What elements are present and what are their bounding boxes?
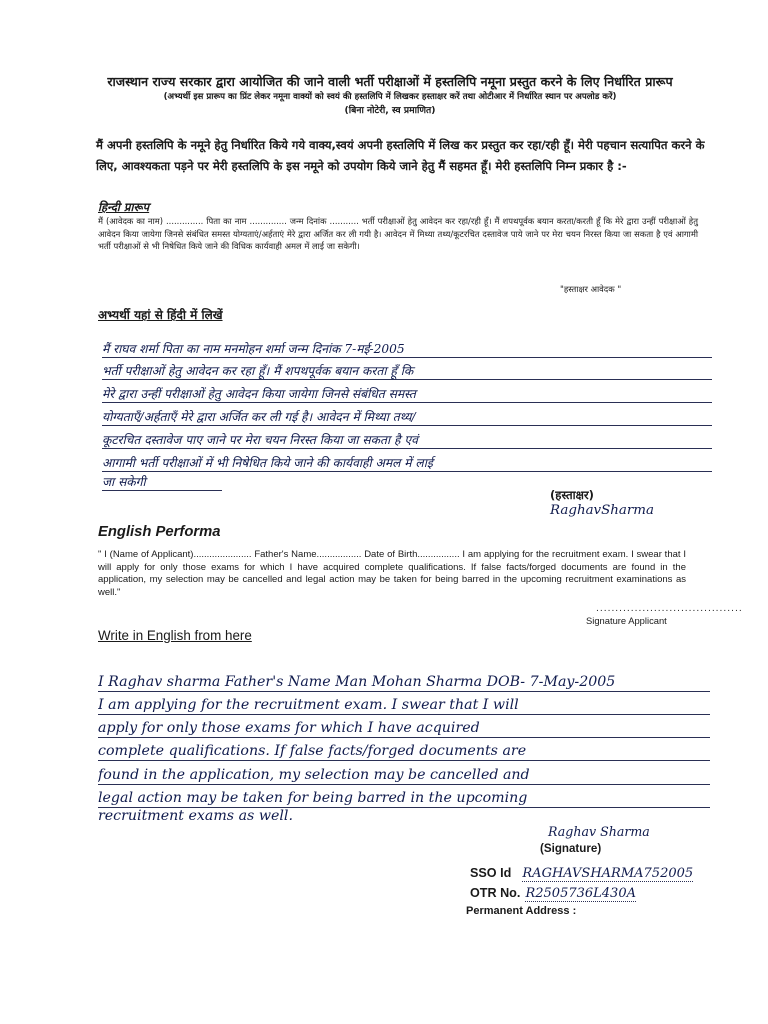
sso-id-row [470, 862, 693, 881]
english-performa-heading: English Performa [98, 524, 221, 540]
hindi-handwritten-signature: RaghavSharma [550, 503, 654, 518]
hindi-signature-label: (हस्ताक्षर) [550, 488, 594, 502]
sso-id-value: RAGHAVSHARMA752005 [522, 866, 694, 881]
hindi-write-heading: अभ्यर्थी यहां से हिंदी में लिखें [98, 308, 223, 322]
hindi-handwriting-line: भर्ती परीक्षाओं हेतु आवेदन कर रहा हूँ। मैं शपथपूर्वक बयान करता हूँ कि [102, 363, 712, 380]
otr-no-value: R2505736L430A [525, 886, 636, 901]
english-handwriting-line: apply for only those exams for which I have acquired [98, 720, 710, 738]
english-performa-text: " I (Name of Applicant)...................... Father's Name................. Date of Birth................ I am applying for the recruitment exam. I swear that I will apply for only those exams for which I have acquired complete qualifications. If false facts/forged documents are found in the application, my selection may be cancelled and legal action may be taken for being barred in the upcoming recruitment examinations as well." [98, 549, 686, 598]
hindi-performa-text: मैं (आवेदक का नाम) .............. पिता का नाम .............. जन्म दिनांक ........... भर्ती परीक्षाओं हेतु आवेदन कर रहा/रही हूँ। मैं शपथपूर्वक बयान करता/करती हूँ कि मेरे द्वारा उन्हीं परीक्षाओं हेतु आवेदन किया जायेगा जिनसे संबंधित समस्त योग्यताएं/अर्हताएं मेरे द्वारा अर्जित कर ली गयी है। आवेदन में मिथ्या तथ्य/कूटरचित दस्तावेज पाये जाने पर मेरा चयन निरस्त किया जा सकता है एवं आगामी भर्ती परीक्षाओं से भी निषेधित किये जाने की विधिक कार्यवाही अमल में लाई जा सकेगी। [98, 216, 698, 251]
hindi-handwriting-line: मैं राघव शर्मा पिता का नाम मनमोहन शर्मा जन्म दिनांक 7-मई-2005 [102, 341, 712, 358]
hindi-handwriting-line: योग्यताएँ/अर्हताएँ मेरे द्वारा अर्जित कर ली गई है। आवेदन में मिथ्या तथ्य/ [102, 409, 712, 426]
form-instruction: (अभ्यर्थी इस प्रारूप का प्रिंट लेकर नमूना वाक्यों को स्वयं की हस्तलिपि में लिखकर हस्ताक्षर करें तथा ओटीआर में निर्धारित स्थान पर अपलोड करें) [163, 92, 617, 102]
signature-dotted-line: ...................................... [596, 604, 743, 614]
otr-no-row [470, 882, 636, 901]
english-handwritten-signature: Raghav Sharma [548, 824, 650, 839]
hindi-applicant-signature-label: "हस्ताक्षर आवेदक " [560, 284, 622, 294]
hindi-handwriting-line: मेरे द्वारा उन्हीं परीक्षाओं हेतु आवेदन किया जायेगा जिनसे संबंधित समस्त [102, 386, 712, 403]
english-handwriting-line: found in the application, my selection may be cancelled and [98, 767, 710, 785]
intro-declaration: मैं अपनी हस्तलिपि के नमूने हेतु निर्धारित किये गये वाक्य,स्वयं अपनी हस्तलिपि में लिख कर प्रस्तुत कर रहा/रही हूँ। मेरी पहचान सत्यापित करने के लिए, आवश्यकता पड़ने पर मेरी हस्तलिपि के इस नमूने को उपयोग किये जाने हेतु मैं सहमत हूँ। मेरी हस्तलिपि निम्न प्रकार है :- [96, 138, 705, 173]
form-note: (बिना नोटेरी, स्व प्रमाणित) [344, 105, 436, 116]
english-applicant-signature-label: Signature Applicant [586, 615, 667, 626]
english-handwriting-line: recruitment exams as well. [98, 808, 293, 824]
english-signature-label: (Signature) [540, 842, 602, 855]
hindi-handwriting-line: जा सकेगी [102, 474, 222, 491]
english-handwriting-line: complete qualifications. If false facts/forged documents are [98, 743, 710, 761]
hindi-handwriting-line: आगामी भर्ती परीक्षाओं में भी निषेधित किये जाने की कार्यवाही अमल में लाई [102, 455, 712, 472]
otr-no-label: OTR No. [470, 886, 521, 900]
permanent-address-label: Permanent Address : [466, 905, 577, 917]
hindi-performa-heading: हिन्दी प्रारूप [98, 200, 150, 214]
sso-id-label: SSO Id [470, 866, 512, 880]
english-write-heading: Write in English from here [98, 628, 252, 643]
english-handwriting-line: legal action may be taken for being barred in the upcoming [98, 790, 710, 808]
form-title: राजस्थान राज्य सरकार द्वारा आयोजित की जाने वाली भर्ती परीक्षाओं में हस्तलिपि नमूना प्रस्तुत करने के लिए निर्धारित प्रारूप [107, 74, 673, 89]
english-handwriting-line: I Raghav sharma Father's Name Man Mohan Sharma DOB- 7-May-2005 [98, 674, 710, 692]
hindi-handwriting-line: कूटरचित दस्तावेज पाए जाने पर मेरा चयन निरस्त किया जा सकता है एवं [102, 432, 712, 449]
english-handwriting-line: I am applying for the recruitment exam. I swear that I will [98, 697, 710, 715]
